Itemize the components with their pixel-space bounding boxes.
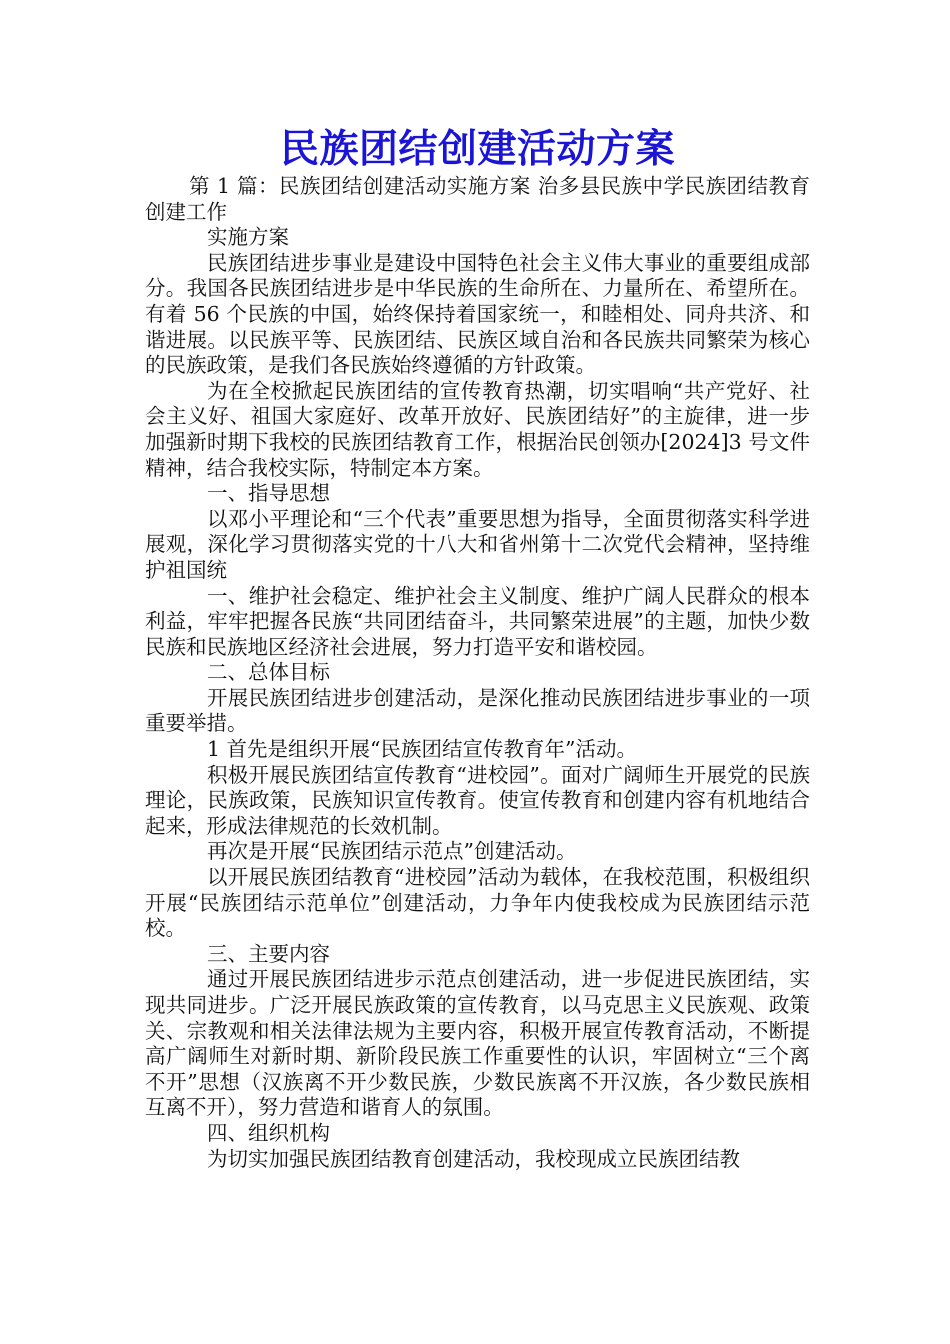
paragraph: 民族团结进步事业是建设中国特色社会主义伟大事业的重要组成部分。我国各民族团结进步是中华民族的生命所在、力量所在、希望所在。有着 56 个民族的中国，始终保持着国家统一，和睦相处、同舟共济、和谐进展。以民族平等、民族团结、民族区域自治和各民族共同繁荣为核心的民族政策，是我们各民族始终遵循的方针政策。 (145, 250, 810, 378)
paragraph: 二、总体目标 (207, 660, 330, 685)
paragraph: 1 首先是组织开展“民族团结宣传教育年”活动。 (207, 737, 638, 762)
document-body (145, 174, 810, 1172)
document-page (145, 126, 810, 1172)
paragraph: 一、指导思想 (207, 481, 330, 506)
paragraph: 实施方案 (207, 225, 289, 250)
paragraph: 以邓小平理论和“三个代表”重要思想为指导，全面贯彻落实科学进展观，深化学习贯彻落实党的十八大和省州第十二次党代会精神，坚持维护祖国统 (145, 506, 810, 582)
paragraph: 积极开展民族团结宣传教育“进校园”。面对广阔师生开展党的民族理论，民族政策，民族知识宣传教育。使宣传教育和创建内容有机地结合起来，形成法律规范的长效机制。 (145, 762, 810, 838)
paragraph: 四、组织机构 (207, 1120, 330, 1145)
paragraph: 通过开展民族团结进步示范点创建活动，进一步促进民族团结，实现共同进步。广泛开展民族政策的宣传教育，以马克思主义民族观、政策关、宗教观和相关法律法规为主要内容，积极开展宣传教育活动，不断提高广阔师生对新时期、新阶段民族工作重要性的认识，牢固树立“三个离不开”思想（汉族离不开少数民族，少数民族离不开汉族，各少数民族相互离不开），努力营造和谐育人的氛围。 (145, 967, 810, 1120)
document-title: 民族团结创建活动方案 (279, 127, 675, 172)
paragraph: 为切实加强民族团结教育创建活动，我校现成立民族团结教 (207, 1146, 740, 1171)
paragraph: 为在全校掀起民族团结的宣传教育热潮，切实唱响“共产党好、社会主义好、祖国大家庭好、改革开放好、民族团结好”的主旋律，进一步加强新时期下我校的民族团结教育工作，根据治民创领办[2024]3 号文件精神，结合我校实际，特制定本方案。 (145, 378, 810, 480)
paragraph: 再次是开展“民族团结示范点”创建活动。 (207, 839, 577, 864)
paragraph: 以开展民族团结教育“进校园”活动为载体，在我校范围，积极组织开展“民族团结示范单位”创建活动，力争年内使我校成为民族团结示范校。 (145, 865, 810, 941)
paragraph: 第 1 篇：民族团结创建活动实施方案 治多县民族中学民族团结教育创建工作 (145, 174, 810, 224)
paragraph: 开展民族团结进步创建活动，是深化推动民族团结进步事业的一项重要举措。 (145, 685, 810, 736)
paragraph: 一、维护社会稳定、维护社会主义制度、维护广阔人民群众的根本利益，牢牢把握各民族“共同团结奋斗，共同繁荣进展”的主题，加快少数民族和民族地区经济社会进展，努力打造平安和谐校园。 (145, 583, 810, 659)
paragraph: 三、主要内容 (207, 941, 330, 966)
